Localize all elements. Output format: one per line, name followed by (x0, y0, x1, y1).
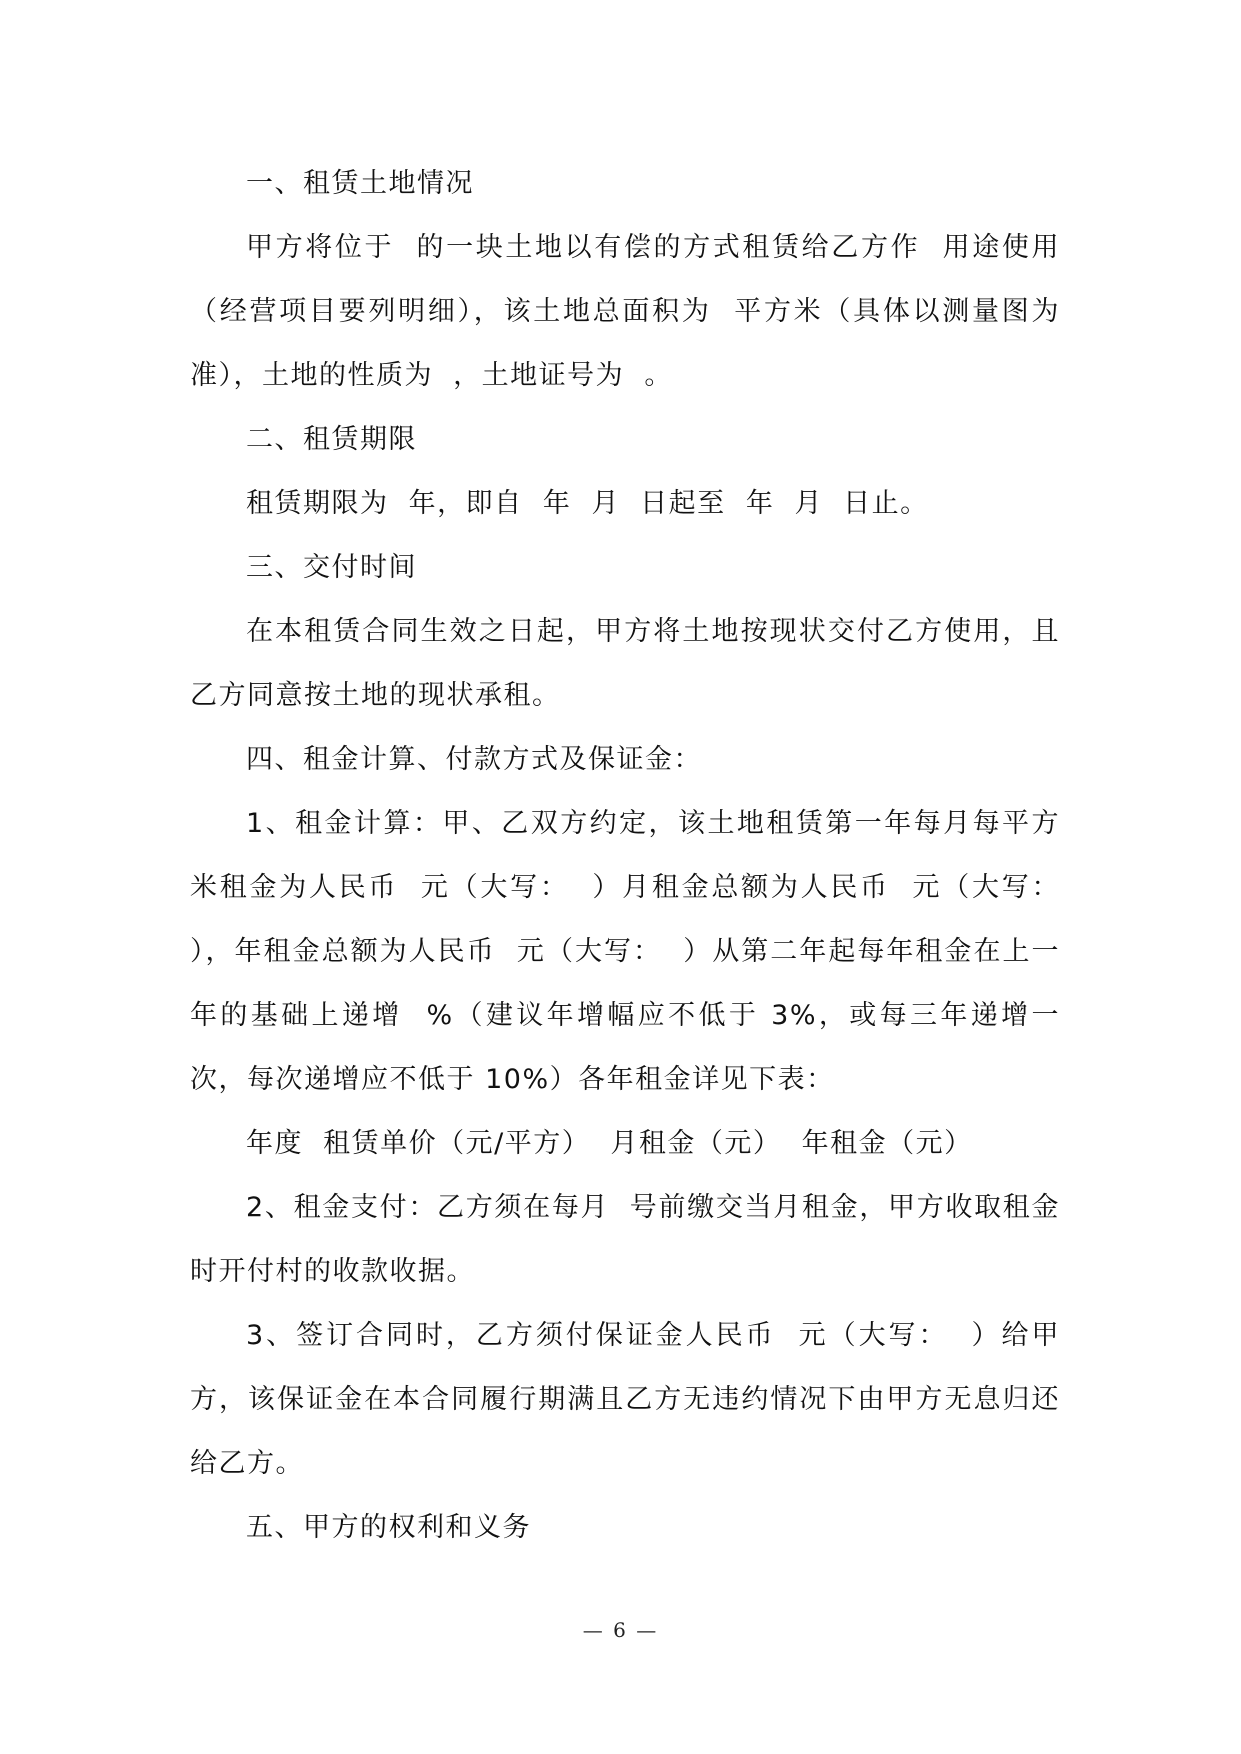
paragraph-delivery-details: 在本租赁合同生效之日起，甲方将土地按现状交付乙方使用，且乙方同意按土地的现状承租。 (190, 616, 1060, 711)
paragraph-rent-payment: 2、租金支付：乙方须在每月 号前缴交当月租金，甲方收取租金时开付村的收款收据。 (190, 1192, 1060, 1287)
section-heading-party-a-rights: 五、甲方的权利和义务 (246, 1512, 531, 1543)
rent-table-header: 年度 租赁单价（元/平方） 月租金（元） 年租金（元） (246, 1128, 973, 1159)
paragraph-land-details: 甲方将位于 的一块土地以有偿的方式租赁给乙方作 用途使用（经营项目要列明细），该土地总面积为 平方米（具体以测量图为准），土地的性质为 ，土地证号为 。 (190, 232, 1060, 391)
paragraph-term-details: 租赁期限为 年，即自 年 月 日起至 年 月 日止。 (246, 488, 929, 519)
page-number: — 6 — (582, 1618, 659, 1642)
paragraph-deposit: 3、签订合同时，乙方须付保证金人民币 元（大写： ）给甲方，该保证金在本合同履行期满且乙方无违约情况下由甲方无息归还给乙方。 (190, 1320, 1060, 1479)
section-heading-rent: 四、租金计算、付款方式及保证金： (246, 744, 702, 775)
section-heading-term: 二、租赁期限 (246, 424, 417, 455)
paragraph-rent-calculation: 1、租金计算：甲、乙双方约定，该土地租赁第一年每月每平方米租金为人民币 元（大写： ）月租金总额为人民币 元（大写： ），年租金总额为人民币 元（大写： ）从第二年起每年租金在上一年的基础上递增 %（建议年增幅应不低于 3%，或每三年递增一次，每次递增应不低于 10%）各年租金详见下表： (190, 808, 1081, 1095)
section-heading-land: 一、租赁土地情况 (246, 168, 474, 199)
section-heading-delivery: 三、交付时间 (246, 552, 417, 583)
document-body (190, 152, 1081, 1560)
